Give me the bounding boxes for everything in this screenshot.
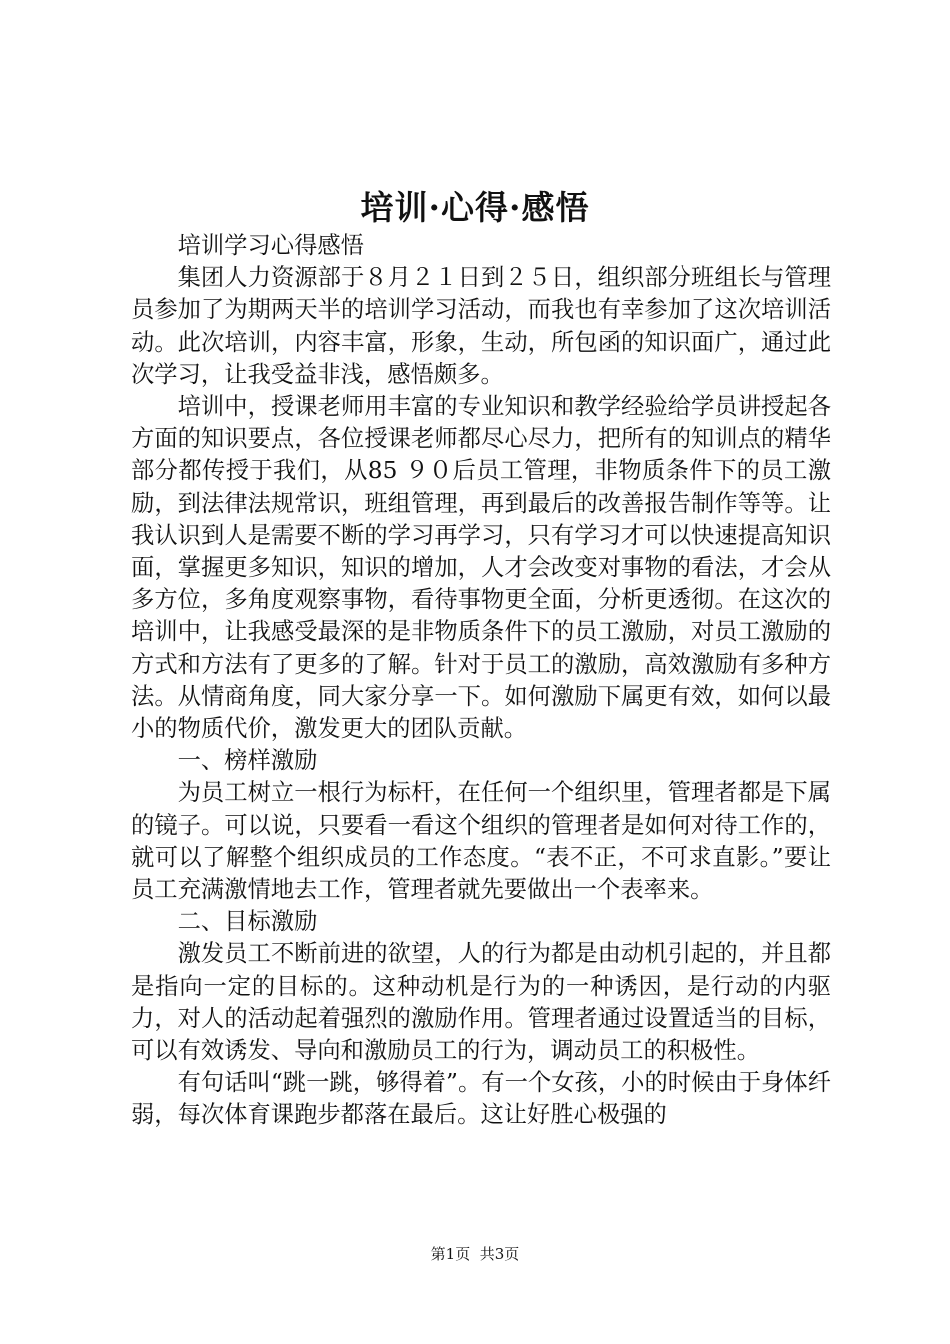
page-number: 第1页 <box>430 1245 471 1263</box>
paragraph-training: 培训中，授课老师用丰富的专业知识和教学经验给学员讲授起各方面的知识要点，各位授课老师都尽心尽力，把所有的知训点的精华部分都传授于我们，从85 ９０后员工管理，非物质条件下的员工激励，到法律法规常识，班组管理，再到最后的改善报告制作等等。让我认识到人是需要不断的学习再学习，只有学习才可以快速提高知识面，掌握更多知识，知识的增加，人才会改变对事物的看法，才会从多方位，多角度观察事物，看待事物更全面，分析更透彻。在这次的培训中，让我感受最深的是非物质条件下的员工激励，对员工激励的方式和方法有了更多的了解。针对于员工的激励，高效激励有多种方法。从情商角度，同大家分享一下。如何激励下属更有效，如何以最小的物质代价，激发更大的团队贡献。 <box>131 393 831 743</box>
paragraph-subtitle: 培训学习心得感悟 <box>177 232 364 259</box>
document-title: 培训·心得·感悟 <box>360 188 590 227</box>
document-body <box>131 230 831 1132</box>
section-heading-goal: 二、目标激励 <box>177 908 318 936</box>
page-footer <box>0 1243 950 1265</box>
paragraph-story: 有句话叫“跳一跳，够得着”。有一个女孩，小的时候由于身体纤弱，每次体育课跑步都落在最后。这让好胜心极强的 <box>131 1069 831 1129</box>
paragraph-intro: 集团人力资源部于８月２１日到２５日，组织部分班组长与管理员参加了为期两天半的培训学习活动，而我也有幸参加了这次培训活动。此次培训，内容丰富，形象，生动，所包函的知识面广，通过此次学习，让我受益非浅，感悟颇多。 <box>131 264 831 388</box>
section-heading-role-model: 一、榜样激励 <box>177 747 318 775</box>
paragraph-goal: 激发员工不断前进的欲望，人的行为都是由动机引起的，并且都是指向一定的目标的。这种动机是行为的一种诱因，是行动的内驱力，对人的活动起着强烈的激励作用。管理者通过设置适当的目标，可以有效诱发、导向和激励员工的行为，调动员工的积极性。 <box>131 940 831 1065</box>
page-total: 共3页 <box>479 1245 520 1263</box>
paragraph-role-model: 为员工树立一根行为标杆，在任何一个组织里，管理者都是下属的镜子。可以说，只要看一看这个组织的管理者是如何对待工作的，就可以了解整个组织成员的工作态度。“表不正，不可求直影。”要让员工充满激情地去工作，管理者就先要做出一个表率来。 <box>131 779 831 904</box>
